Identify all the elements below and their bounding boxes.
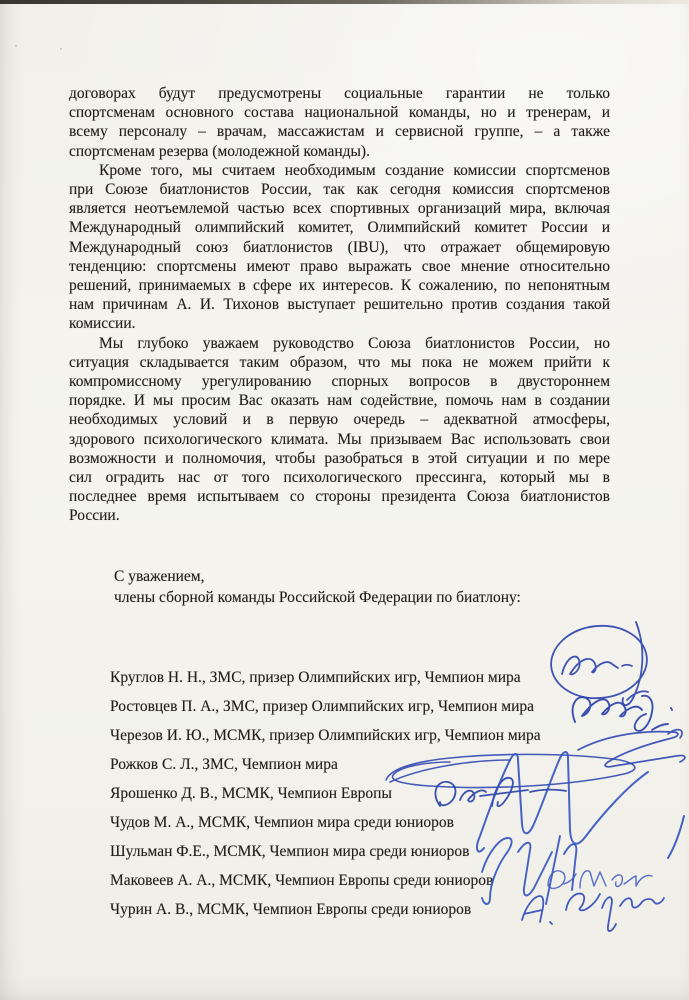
body-line: здорового психологического климата. Мы призываем Вас использовать свои <box>69 430 610 448</box>
body-line: тенденцию: спортсмены имеют право выражать свое мнение относительно <box>69 257 610 275</box>
body-line: возможности и полномочия, чтобы разобраться в этой ситуации и по мере <box>69 449 610 467</box>
paper-speck <box>60 48 62 50</box>
body-line: порядке. И мы просим Вас оказать нам содействие, помочь нам в создании <box>69 392 610 410</box>
body-line: необходимых условий и в первую очередь – адекватной атмосферы, <box>69 411 610 429</box>
body-line: Кроме того, мы считаем необходимым создание комиссии спортсменов <box>99 161 610 179</box>
closing-block <box>114 566 521 608</box>
body-line: Мы глубоко уважаем руководство Союза биатлонистов России, но <box>99 334 610 352</box>
body-line: договорах будут предусмотрены социальные гарантии не только <box>69 85 610 102</box>
body-line: всему персоналу – врачам, массажистам и сервисной группе, – а также <box>69 123 610 141</box>
signatory-line: Ярошенко Д. В., МСМК, Чемпион Европы <box>110 785 392 802</box>
body-line: Международный олимпийский комитет, Олимпийский комитет России и <box>69 219 610 237</box>
body-line: комиссии. <box>69 315 136 333</box>
signatory-line: Круглов Н. Н., ЗМС, призер Олимпийских игр, Чемпион мира <box>110 669 521 686</box>
body-line: Международный союз биатлонистов (IBU), что отражает общемировую <box>69 238 610 256</box>
closing-salutation: С уважением, <box>114 568 205 585</box>
closing-signoff: члены сборной команды Российской Федерации по биатлону: <box>114 589 521 606</box>
body-line: решений, принимаемых в сфере их интересов. К сожалению, по непонятным <box>69 277 610 295</box>
body-line: ситуация складывается таким образом, что мы пока не можем прийти к <box>69 353 610 371</box>
letter-body <box>69 84 610 526</box>
body-line: спортсменам основного состава национальной команды, но и тренерам, и <box>69 104 610 122</box>
body-line: России. <box>69 507 120 525</box>
scan-edge-artifact <box>0 0 689 4</box>
body-line: компромиссному урегулированию спорных вопросов в двустороннем <box>69 373 610 391</box>
body-line: спортсменам резерва (молодежной команды). <box>69 142 370 160</box>
signatory-list <box>110 663 630 924</box>
body-line: последнее время испытываем со стороны президента Союза биатлонистов <box>69 488 610 506</box>
signatory-line: Чурин А. В., МСМК, Чемпион Европы среди юниоров <box>110 901 472 918</box>
signatory-line: Шульман Ф.Е., МСМК, Чемпион мира среди юниоров <box>110 843 470 860</box>
signatory-line: Черезов И. Ю., МСМК, призер Олимпийских игр, Чемпион мира <box>110 727 541 744</box>
signatory-line: Рожков С. Л., ЗМС, Чемпион мира <box>110 756 338 773</box>
body-line: при Союзе биатлонистов России, так как сегодня комиссия спортсменов <box>69 181 610 199</box>
body-line: является неотъемлемой частью всех спортивных организаций мира, включая <box>69 200 610 218</box>
signatory-line: Ростовцев П. А., ЗМС, призер Олимпийских игр, Чемпион мира <box>110 698 535 715</box>
body-line: нам причинам А. И. Тихонов выступает решительно против создания такой <box>69 296 610 314</box>
body-line: сил оградить нас от того психологического прессинга, который мы в <box>69 469 610 487</box>
paper-speck <box>15 45 17 47</box>
signatory-line: Чудов М. А., МСМК, Чемпион мира среди юниоров <box>110 814 454 831</box>
signatory-line: Маковеев А. А., МСМК, Чемпион Европы среди юниоров <box>110 872 494 889</box>
